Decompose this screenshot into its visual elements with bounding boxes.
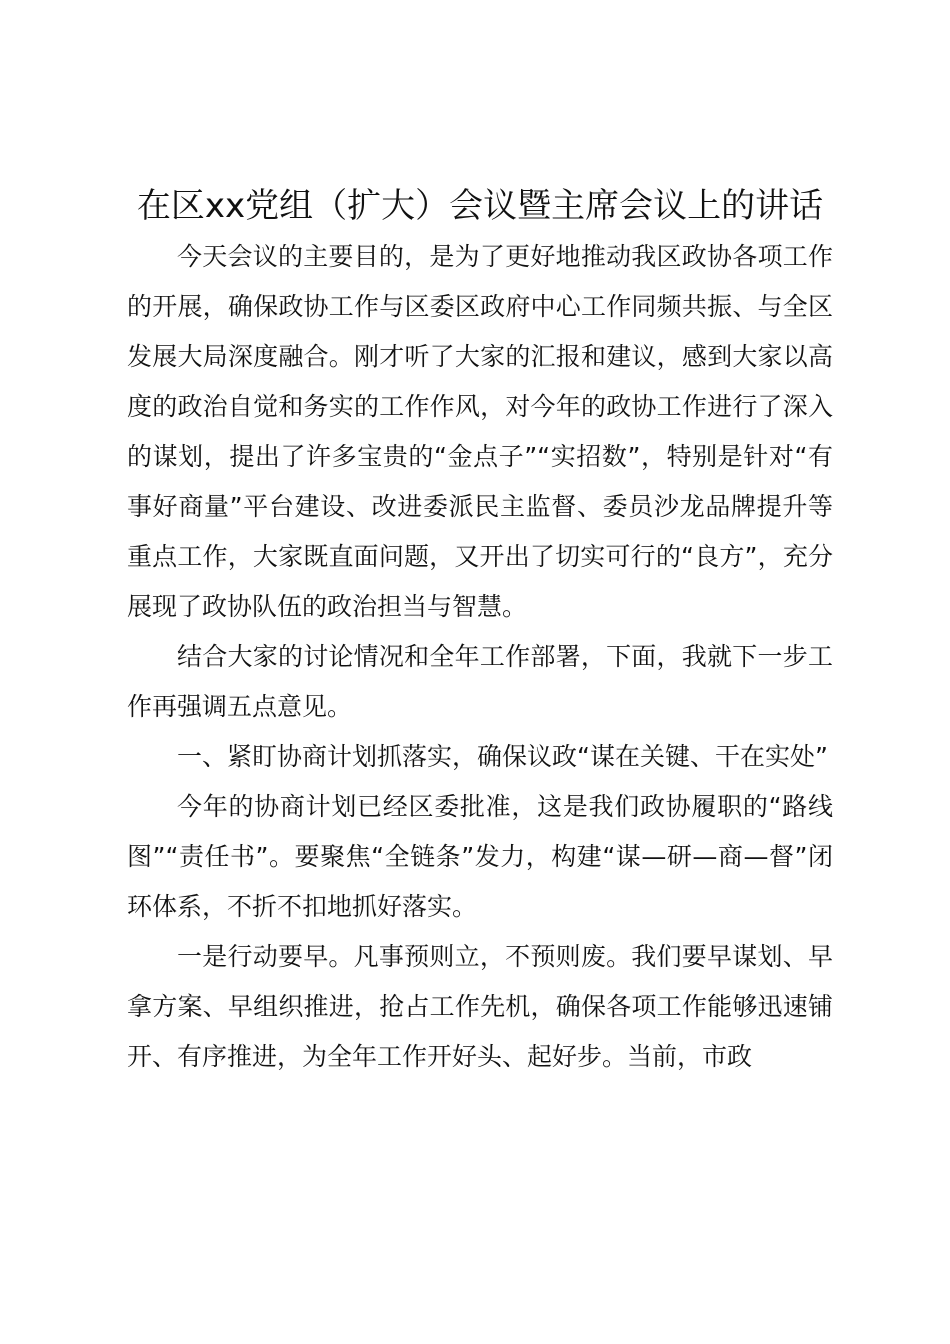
document-title: 在区xx党组（扩大）会议暨主席会议上的讲话 xyxy=(136,186,824,226)
paragraph-transition: 结合大家的讨论情况和全年工作部署，下面，我就下一步工作再强调五点意见。 xyxy=(127,642,833,721)
document-body xyxy=(127,180,833,1082)
paragraph-section-1-point-1: 一是行动要早。凡事预则立，不预则废。我们要早谋划、早拿方案、早组织推进，抢占工作先机，确保各项工作能够迅速铺开、有序推进，为全年工作开好头、起好步。当前，市政 xyxy=(127,942,833,1071)
paragraph-opening: 今天会议的主要目的，是为了更好地推动我区政协各项工作的开展，确保政协工作与区委区政府中心工作同频共振、与全区发展大局深度融合。刚才听了大家的汇报和建议，感到大家以高度的政治自觉和务实的工作作风，对今年的政协工作进行了深入的谋划，提出了许多宝贵的“金点子”“实招数”，特别是针对“有事好商量”平台建设、改进委派民主监督、委员沙龙品牌提升等重点工作，大家既直面问题，又开出了切实可行的“良方”，充分展现了政协队伍的政治担当与智慧。 xyxy=(127,242,833,621)
paragraph-section-1-intro: 今年的协商计划已经区委批准，这是我们政协履职的“路线图”“责任书”。要聚焦“全链条”发力，构建“谋—研—商—督”闭环体系，不折不扣地抓好落实。 xyxy=(127,792,833,921)
section-heading-1: 一、紧盯协商计划抓落实，确保议政“谋在关键、干在实处” xyxy=(177,742,828,771)
